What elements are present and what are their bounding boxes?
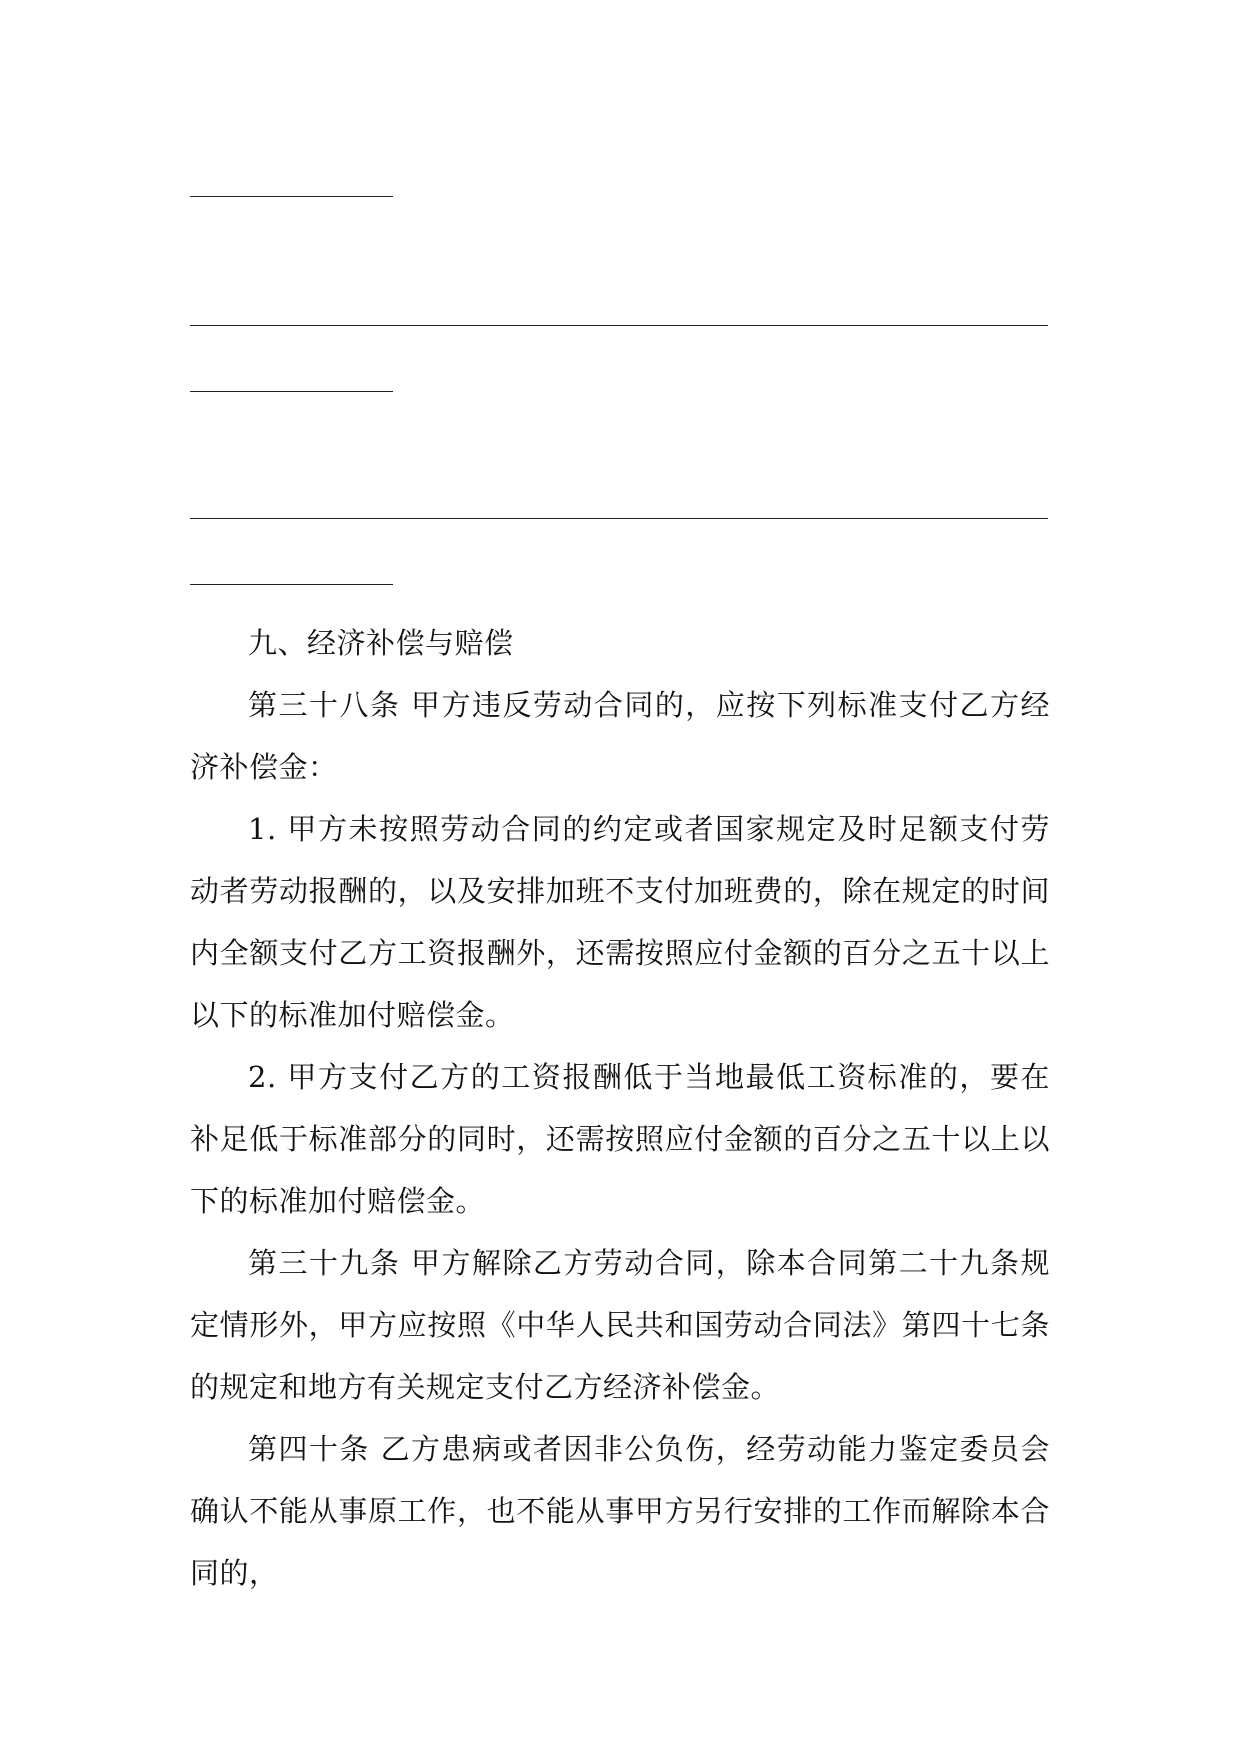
article-38: 第三十八条 甲方违反劳动合同的，应按下列标准支付乙方经济补偿金： <box>190 688 1050 784</box>
article-39: 第三十九条 甲方解除乙方劳动合同，除本合同第二十九条规定情形外，甲方应按照《中华人民共和国劳动合同法》第四十七条的规定和地方有关规定支付乙方经济补偿金。 <box>190 1246 1050 1404</box>
blank-line <box>190 584 393 585</box>
article-38-item-1: 1. 甲方未按照劳动合同的约定或者国家规定及时足额支付劳动者劳动报酬的，以及安排加班不支付加班费的，除在规定的时间内全额支付乙方工资报酬外，还需按照应付金额的百分之五十以上以下的标准加付赔偿金。 <box>190 812 1050 1032</box>
section-heading: 九、经济补偿与赔偿 <box>248 626 514 660</box>
blank-line <box>190 196 393 197</box>
article-40: 第四十条 乙方患病或者因非公负伤，经劳动能力鉴定委员会确认不能从事原工作，也不能从事甲方另行安排的工作而解除本合同的， <box>190 1432 1050 1590</box>
blank-line <box>190 391 393 392</box>
blank-line <box>190 325 1048 326</box>
article-38-item-2: 2. 甲方支付乙方的工资报酬低于当地最低工资标准的，要在补足低于标准部分的同时，还需按照应付金额的百分之五十以上以下的标准加付赔偿金。 <box>190 1060 1050 1218</box>
document-body <box>190 612 1050 1604</box>
blank-line <box>190 518 1048 519</box>
